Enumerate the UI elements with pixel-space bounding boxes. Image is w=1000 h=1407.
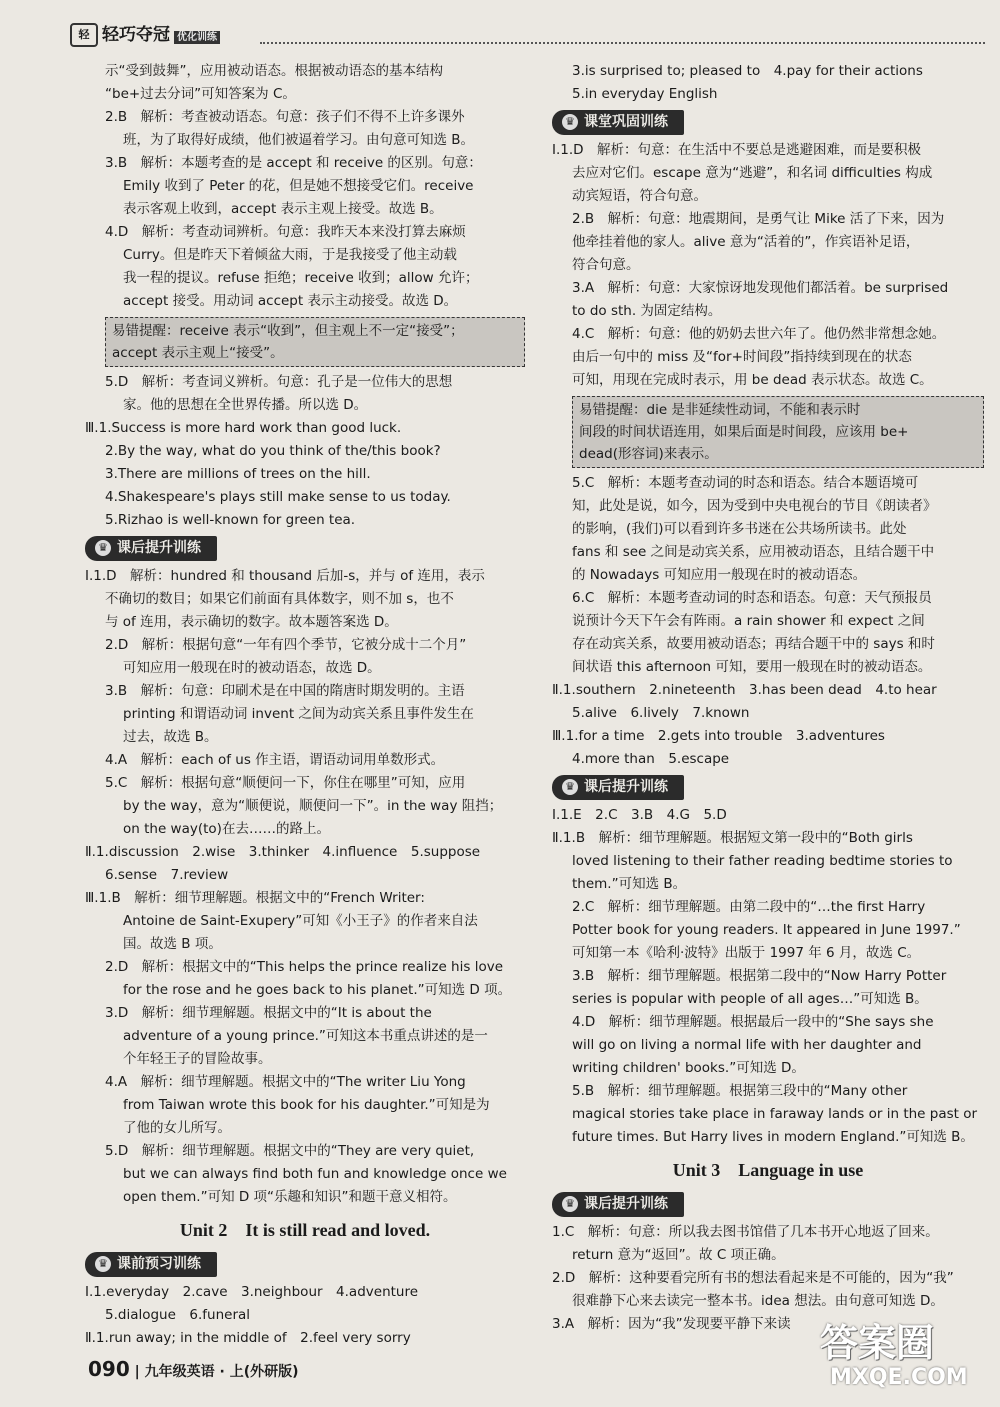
text-line: Emily 收到了 Peter 的花，但是她不想接受它们。receive	[123, 178, 474, 194]
error-tip-box: 易错提醒：receive 表示“收到”，但主观上不一定“接受”； accept 表示主观上“接受”。	[105, 317, 525, 367]
text-line: magical stories take place in faraway lands or in the past or	[572, 1106, 978, 1122]
unit-title: Unit 2 It is still read and loved.	[179, 1220, 431, 1240]
answer-item: 3.A 解析：因为“我”发现要平静下来读	[552, 1316, 791, 1332]
text-line: for the rose and he goes back to his planet.”可知选 D 项。	[123, 982, 512, 998]
text-line: Antoine de Saint-Exupery”可知《小王子》的作者来自法	[123, 913, 478, 929]
answer-item: Ⅱ.1.B 解析：细节理解题。根据短文第一段中的“Both girls	[552, 830, 913, 846]
answer-item: 4.D 解析：考查动词辨析。句意：我昨天本来没打算去麻烦	[105, 224, 466, 240]
text-line: 存在动宾关系，故要用被动语态；再结合题干中的 says 和时	[572, 636, 935, 652]
answer-item: Ⅲ.1.for a time 2.gets into trouble 3.adventures	[552, 728, 885, 744]
answer-item: Ⅱ.1.run away; in the middle of 2.feel very sorry	[85, 1330, 411, 1346]
text-line: will go on living a normal life with her daughter and	[572, 1037, 922, 1053]
section-heading: ♛ 课后提升训练	[552, 775, 684, 800]
text-line: 示“受到鼓舞”，应用被动语态。根据被动语态的基本结构	[105, 63, 443, 79]
text-line: open them.”可知 D 项“乐趣和知识”和题干意义相符。	[123, 1189, 457, 1205]
answer-item: 4.D 解析：细节理解题。根据最后一段中的“She says she	[572, 1014, 934, 1030]
text-line: 5.alive 6.lively 7.known	[572, 705, 750, 721]
answer-item: 3.B 解析：本题考查的是 accept 和 receive 的区别。句意：	[105, 155, 482, 171]
text-line: them.”可知选 B。	[572, 876, 687, 892]
text-line: 我一程的提议。refuse 拒绝；receive 收到；allow 允许；	[123, 270, 479, 286]
text-line: Curry。但是昨天下着倾盆大雨，于是我接受了他主动载	[123, 247, 457, 263]
left-column	[85, 60, 525, 1350]
text-line: return 意为“返回”。故 C 项正确。	[572, 1247, 785, 1263]
text-line: 知，此处是说，如今，因为受到中央电视台的节目《朗读者》	[572, 498, 937, 514]
section-heading: ♛ 课前预习训练	[85, 1252, 217, 1277]
header-divider	[260, 42, 985, 44]
text-line: but we can always find both fun and knowledge once we	[123, 1166, 507, 1182]
text-line: Potter book for young readers. It appeared in June 1997.”	[572, 922, 961, 938]
answer-item: 2.C 解析：细节理解题。由第二段中的“…the first Harry	[572, 899, 926, 915]
text-line: 很难静下心来去读完一整本书。idea 想法。由句意可知选 D。	[572, 1293, 944, 1309]
text-line: 可知，用现在完成时表示，用 be dead 表示状态。故选 C。	[572, 372, 933, 388]
text-line: 表示客观上收到，accept 表示主观上接受。故选 B。	[123, 201, 443, 217]
crown-icon: ♛	[562, 114, 578, 130]
page-header	[70, 20, 985, 48]
answer-item: 3.There are millions of trees on the hill.	[105, 466, 371, 482]
brand-logo: 轻 轻巧夺冠 优化训练	[70, 20, 220, 47]
answer-item: 2.D 解析：这种要看完所有书的想法看起来是不可能的，因为“我”	[552, 1270, 954, 1286]
page-number: 090	[88, 1357, 130, 1381]
section-heading: ♛ 课堂巩固训练	[552, 110, 684, 135]
crown-icon: ♛	[95, 1256, 111, 1272]
answer-item: 4.C 解析：句意：他的奶奶去世六年了。他仍然非常想念她。	[572, 326, 946, 342]
answer-item: 4.Shakespeare's plays still make sense to us today.	[105, 489, 451, 505]
text-line: writing children' books.”可知选 D。	[572, 1060, 805, 1076]
answer-item: 3.B 解析：句意：印刷术是在中国的隋唐时期发明的。主语	[105, 683, 465, 699]
answer-item: 5.C 解析：本题考查动词的时态和语态。结合本题语境可	[572, 475, 919, 491]
text-line: 过去，故选 B。	[123, 729, 218, 745]
text-line: by the way，意为“顺便说，顺便问一下”。in the way 阻挡；	[123, 798, 503, 814]
text-line: printing 和谓语动词 invent 之间为动宾关系且事件发生在	[123, 706, 474, 722]
watermark-logo: 答案圈	[820, 1321, 935, 1365]
logo-icon: 轻	[70, 23, 98, 47]
answer-item: 4.A 解析：each of us 作主语，谓语动词用单数形式。	[105, 752, 445, 768]
answer-item: Ⅰ.1.E 2.C 3.B 4.G 5.D	[552, 807, 727, 823]
text-line: 6.sense 7.review	[105, 867, 229, 883]
answer-item: 3.B 解析：细节理解题。根据第二段中的“Now Harry Potter	[572, 968, 947, 984]
text-line: 国。故选 B 项。	[123, 936, 222, 952]
text-line: 了他的女儿所写。	[123, 1120, 231, 1136]
answer-item: 3.is surprised to; pleased to 4.pay for their actions	[572, 63, 923, 79]
text-line: to do sth. 为固定结构。	[572, 303, 722, 319]
unit-title: Unit 3 Language in use	[672, 1160, 864, 1180]
answer-item: Ⅰ.1.D 解析：句意：在生活中不要总是逃避困难，而是要积极	[552, 142, 922, 158]
section-heading: ♛ 课后提升训练	[85, 536, 217, 561]
section-heading: ♛ 课后提升训练	[552, 1192, 684, 1217]
text-line: 与 of 连用，表示确切的数字。故本题答案选 D。	[105, 614, 398, 630]
text-line: 家。他的思想在全世界传播。所以选 D。	[123, 397, 368, 413]
text-line: adventure of a young prince.”可知这本书重点讲述的是一	[123, 1028, 488, 1044]
answer-item: 1.C 解析：句意：所以我去图书馆借了几本书开心地返了回来。	[552, 1224, 939, 1240]
text-line: 的 Nowadays 可知应用一般现在时的被动语态。	[572, 567, 867, 583]
crown-icon: ♛	[562, 1196, 578, 1212]
crown-icon: ♛	[95, 540, 111, 556]
text-line: “be+过去分词”可知答案为 C。	[105, 86, 296, 102]
text-line: loved listening to their father reading bedtime stories to	[572, 853, 953, 869]
text-line: 动宾短语，符合句意。	[572, 188, 707, 204]
text-line: from Taiwan wrote this book for his daughter.”可知是为	[123, 1097, 490, 1113]
watermark-url: MXQE.COM	[830, 1365, 968, 1390]
answer-item: 3.A 解析：句意：大家惊讶地发现他们都活着。be surprised	[572, 280, 949, 296]
answer-item: 2.By the way, what do you think of the/this book?	[105, 443, 441, 459]
answer-item: Ⅱ.1.southern 2.nineteenth 3.has been dead 4.to hear	[552, 682, 937, 698]
answer-item: 2.D 解析：根据文中的“This helps the prince realize his love	[105, 959, 503, 975]
answer-item: 2.D 解析：根据句意“一年有四个季节，它被分成十二个月”	[105, 637, 467, 653]
text-line: 可知应用一般现在时的被动语态，故选 D。	[123, 660, 381, 676]
answer-item: Ⅲ.1.Success is more hard work than good luck.	[85, 420, 402, 436]
answer-item: 2.B 解析：句意：地震期间，是勇气让 Mike 活了下来，因为	[572, 211, 945, 227]
text-line: 的影响，(我们)可以看到许多书迷在公共场所读书。此处	[572, 521, 907, 537]
error-tip-box: 易错提醒：die 是非延续性动词，不能和表示时 间段的时间状语连用，如果后面是时间段，应该用 be+ dead(形容词)来表示。	[572, 396, 984, 468]
text-line: 去应对它们。escape 意为“逃避”，和名词 difficulties 构成	[572, 165, 933, 181]
text-line: 说预计今天下午会有阵雨。a rain shower 和 expect 之间	[572, 613, 925, 629]
answer-item: 5.B 解析：细节理解题。根据第三段中的“Many other	[572, 1083, 908, 1099]
text-line: fans 和 see 之间是动宾关系，应用被动语态，且结合题干中	[572, 544, 935, 560]
text-line: 5.dialogue 6.funeral	[105, 1307, 251, 1323]
text-line: series is popular with people of all ages…”可知选 B。	[572, 991, 928, 1007]
answer-item: 6.C 解析：本题考查动词的时态和语态。句意：天气预报员	[572, 590, 932, 606]
text-line: on the way(to)在去……的路上。	[123, 821, 330, 837]
text-line: 他牵挂着他的家人。alive 意为“活着的”，作宾语补足语，	[572, 234, 920, 250]
answer-item: Ⅰ.1.D 解析：hundred 和 thousand 后加-s，并与 of 连用，表示	[85, 568, 485, 584]
text-line: 个年轻王子的冒险故事。	[123, 1051, 272, 1067]
answer-item: 5.D 解析：细节理解题。根据文中的“They are very quiet,	[105, 1143, 475, 1159]
answer-item: 3.D 解析：细节理解题。根据文中的“It is about the	[105, 1005, 432, 1021]
book-title: 九年级英语 · 上(外研版)	[144, 1364, 299, 1380]
answer-item: Ⅰ.1.everyday 2.cave 3.neighbour 4.adventure	[85, 1284, 419, 1300]
answer-item: 5.D 解析：考查词义辨析。句意：孔子是一位伟大的思想	[105, 374, 453, 390]
text-line: accept 接受。用动词 accept 表示主动接受。故选 D。	[123, 293, 458, 309]
answer-item: Ⅲ.1.B 解析：细节理解题。根据文中的“French Writer:	[85, 890, 425, 906]
text-line: 班，为了取得好成绩，他们被逼着学习。由句意可知选 B。	[123, 132, 475, 148]
text-line: 间状语 this afternoon 可知，要用一般现在时的被动语态。	[572, 659, 932, 675]
answer-item: 5.Rizhao is well-known for green tea.	[105, 512, 356, 528]
text-line: future times. But Harry lives in modern England.”可知选 B。	[572, 1129, 974, 1145]
answer-item: 4.A 解析：细节理解题。根据文中的“The writer Liu Yong	[105, 1074, 466, 1090]
right-column	[552, 60, 984, 1336]
text-line: 由后一句中的 miss 及“for+时间段”指持续到现在的状态	[572, 349, 912, 365]
page-footer: 090 | 九年级英语 · 上(外研版)	[88, 1357, 299, 1381]
text-line: 不确切的数目；如果它们前面有具体数字，则不加 s，也不	[105, 591, 454, 607]
answer-item: 2.B 解析：考查被动语态。句意：孩子们不得不上许多课外	[105, 109, 465, 125]
answer-item: 5.in everyday English	[572, 86, 718, 102]
crown-icon: ♛	[562, 779, 578, 795]
text-line: 可知第一本《哈利·波特》出版于 1997 年 6 月，故选 C。	[572, 945, 921, 961]
text-line: 4.more than 5.escape	[572, 751, 730, 767]
answer-item: 5.C 解析：根据句意“顺便问一下，你住在哪里”可知，应用	[105, 775, 466, 791]
answer-item: Ⅱ.1.discussion 2.wise 3.thinker 4.influence 5.suppose	[85, 844, 481, 860]
text-line: 符合句意。	[572, 257, 640, 273]
